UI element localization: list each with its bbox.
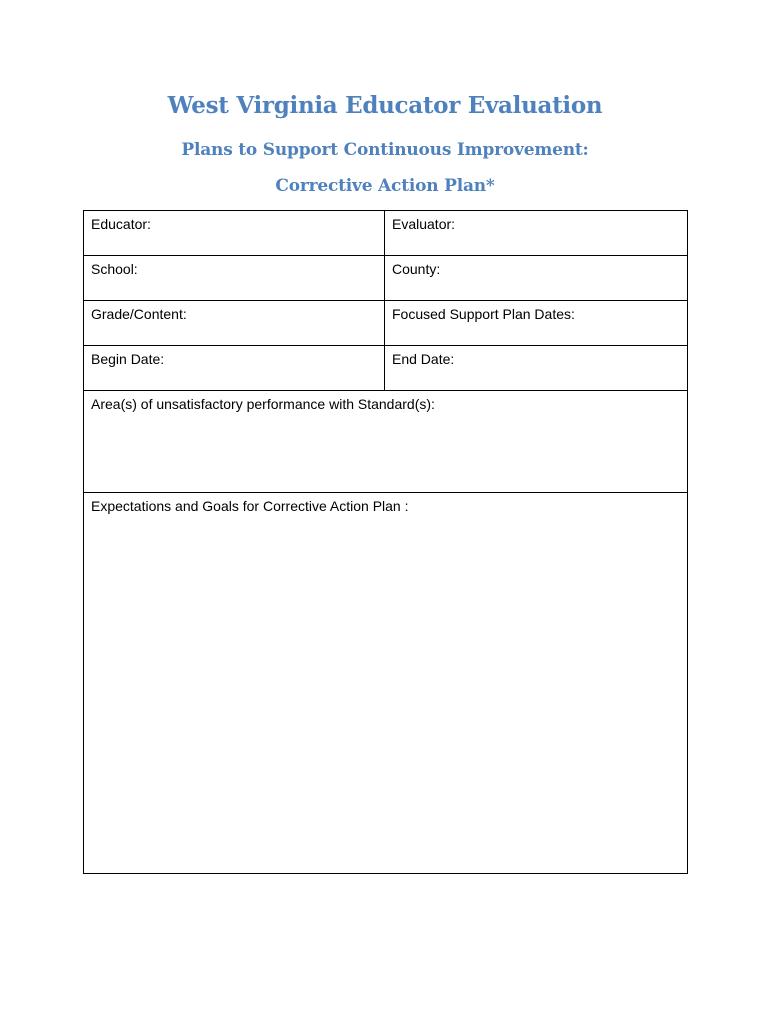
evaluator-field[interactable]: Evaluator: — [385, 211, 688, 256]
document-title: West Virginia Educator Evaluation — [167, 92, 603, 119]
begin-date-field[interactable]: Begin Date: — [84, 346, 385, 391]
plan-name: Corrective Action Plan* — [275, 176, 495, 196]
end-date-field[interactable]: End Date: — [385, 346, 688, 391]
form-row-goals — [84, 493, 688, 874]
educator-field[interactable]: Educator: — [84, 211, 385, 256]
document-subtitle: Plans to Support Continuous Improvement: — [181, 140, 589, 160]
corrective-action-form — [83, 210, 688, 874]
form-row-educator — [84, 211, 688, 256]
form-row-areas — [84, 391, 688, 493]
grade-content-field[interactable]: Grade/Content: — [84, 301, 385, 346]
school-field[interactable]: School: — [84, 256, 385, 301]
form-row-school — [84, 256, 688, 301]
form-row-dates — [84, 346, 688, 391]
expectations-goals-field[interactable]: Expectations and Goals for Corrective Action Plan : — [84, 493, 688, 874]
unsatisfactory-areas-field[interactable]: Area(s) of unsatisfactory performance with Standard(s): — [84, 391, 688, 493]
county-field[interactable]: County: — [385, 256, 688, 301]
form-row-grade — [84, 301, 688, 346]
focused-support-plan-dates-field[interactable]: Focused Support Plan Dates: — [385, 301, 688, 346]
